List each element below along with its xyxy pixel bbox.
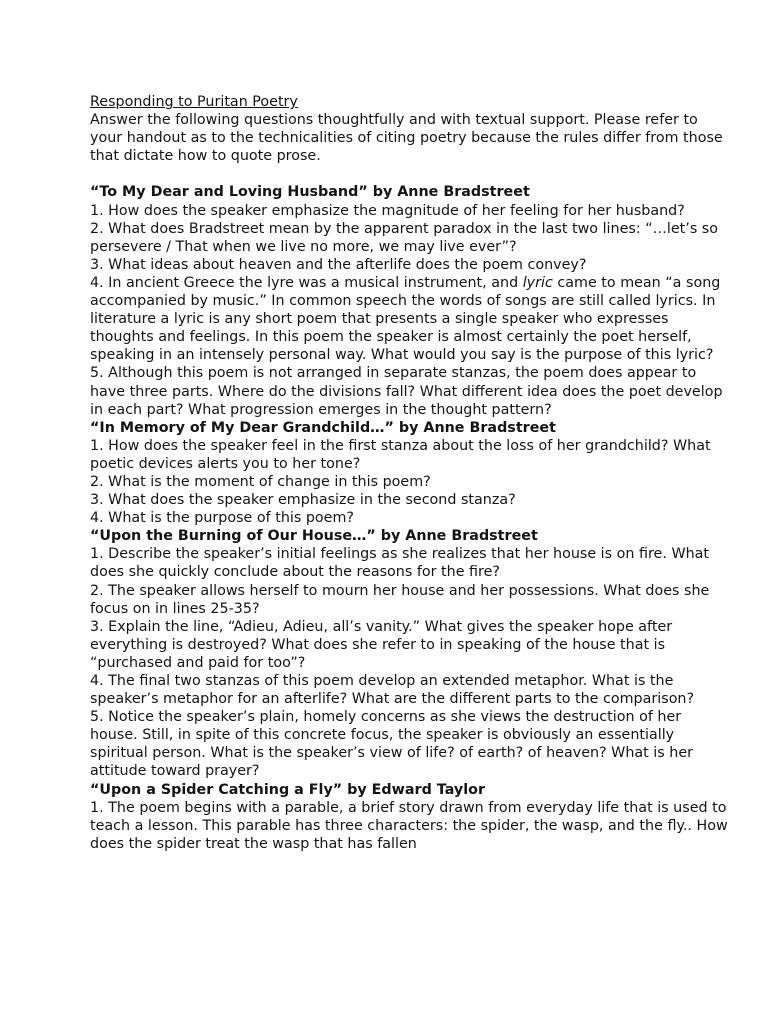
question-item: 4. The final two stanzas of this poem develop an extended metaphor. What is the speaker’s metaphor for an afterlife? What are the different parts to the comparison?	[90, 673, 695, 708]
question-item: 3. What does the speaker emphasize in the second stanza?	[90, 492, 516, 509]
section-spider	[90, 781, 730, 853]
question-item: 2. What is the moment of change in this poem?	[90, 473, 431, 490]
question-item: 1. How does the speaker feel in the first stanza about the loss of her grandchild? What poetic devices alerts you to her tone?	[90, 437, 711, 472]
question-item: 1. How does the speaker emphasize the magnitude of her feeling for her husband?	[90, 202, 685, 219]
blank-line	[90, 165, 730, 183]
question-item: 5. Although this poem is not arranged in separate stanzas, the poem does appear to have three parts. Where do the divisions fall? What different idea does the poet develop in each part? What progression emerges in the thought pattern?	[90, 365, 723, 418]
section-heading: “Upon a Spider Catching a Fly” by Edward Taylor	[90, 781, 485, 798]
section-heading: “To My Dear and Loving Husband” by Anne Bradstreet	[90, 184, 530, 201]
question-item: 1. The poem begins with a parable, a brief story drawn from everyday life that is used to teach a lesson. This parable has three characters: the spider, the wasp, and the fly.. How does the spider treat the wasp that has fallen	[90, 799, 728, 852]
question-item: 2. What does Bradstreet mean by the apparent paradox in the last two lines: “…let’s so persevere / That when we live no more, we may live ever”?	[90, 220, 719, 255]
question-item	[90, 274, 730, 364]
question-text: 4. In ancient Greece the lyre was a musical instrument, and	[90, 274, 523, 291]
question-item: 2. The speaker allows herself to mourn her house and her possessions. What does she focus on in lines 25-35?	[90, 582, 710, 617]
question-item: 1. Describe the speaker’s initial feelings as she realizes that her house is on fire. What does she quickly conclude about the reasons for the fire?	[90, 546, 710, 581]
question-item: 3. What ideas about heaven and the afterlife does the poem convey?	[90, 256, 587, 273]
question-item: 3. Explain the line, “Adieu, Adieu, all’s vanity.” What gives the speaker hope after everything is destroyed? What does she refer to in speaking of the house that is “purchased and paid for too”?	[90, 618, 673, 671]
section-grandchild	[90, 419, 730, 528]
question-item: 4. What is the purpose of this poem?	[90, 510, 354, 527]
document-intro: Answer the following questions thoughtfully and with textual support. Please refer to your handout as to the technicalities of citing poetry because the rules differ from those that dictate how to quote prose.	[90, 112, 723, 165]
section-husband	[90, 183, 730, 418]
document-title: Responding to Puritan Poetry	[90, 94, 298, 110]
document-page	[90, 93, 730, 853]
question-item: 5. Notice the speaker’s plain, homely concerns as she views the destruction of her house. Still, in spite of this concrete focus, the speaker is obviously an essentially spiritual person. What is the speaker’s view of life? of earth? of heaven? What is her attitude toward prayer?	[90, 709, 693, 780]
question-text: came to mean “a song accompanied by music.” In common speech the words of songs are still called lyrics. In literature a lyric is any short poem that presents a single speaker who expresses thoughts and feelings. In this poem the speaker is almost certainly the poet herself, speaking in an intensely personal way. What would you say is the purpose of this lyric?	[90, 274, 721, 364]
section-heading: “In Memory of My Dear Grandchild…” by Anne Bradstreet	[90, 419, 556, 436]
section-heading: “Upon the Burning of Our House…” by Anne Bradstreet	[90, 528, 538, 545]
italic-term: lyric	[522, 274, 553, 291]
section-burning-house	[90, 527, 730, 780]
